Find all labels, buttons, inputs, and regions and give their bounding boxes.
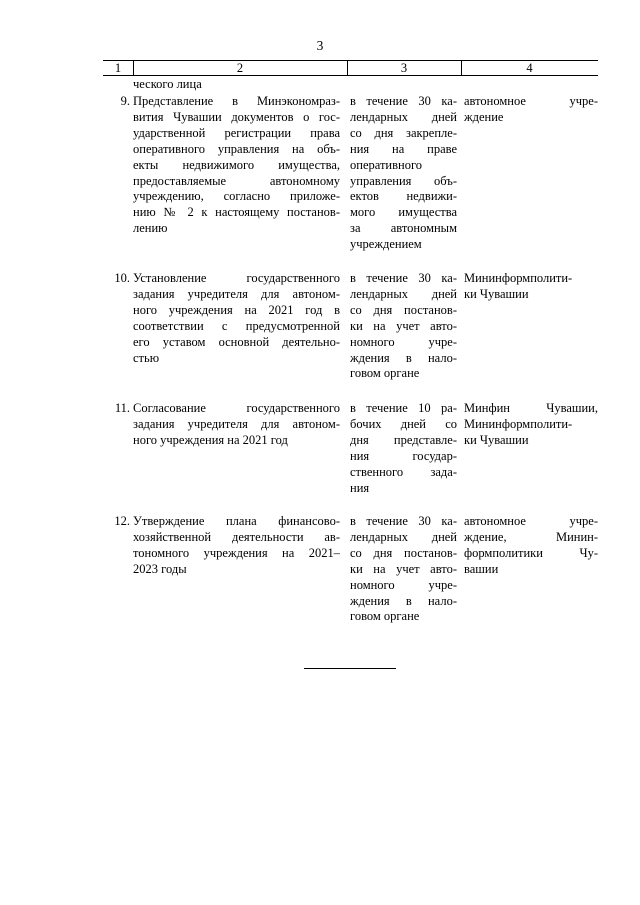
executor-cell (464, 94, 598, 126)
cell-line: формполитики Чу- (464, 545, 598, 560)
cell-line: ударственной регистрации права (133, 125, 340, 140)
term-cell (350, 401, 457, 496)
cell-line: ки Чувашии (464, 286, 529, 301)
cell-line: говом органе (350, 609, 420, 624)
cell-line: ного учреждения на 2021 год в (133, 302, 340, 317)
executor-cell (464, 401, 598, 449)
page-number: 3 (316, 38, 324, 53)
cell-line: со дня постанов- (350, 302, 457, 317)
cell-line: Мининформполити- (464, 416, 573, 431)
continuation-text: ческого лица (133, 77, 202, 91)
cell-line: автономное учре- (464, 94, 598, 108)
cell-line: ждение (464, 109, 504, 124)
cell-line: номного учре- (350, 334, 457, 349)
cell-line: Мининформполити- (464, 271, 573, 285)
cell-line: в течение 30 ка- (350, 514, 457, 528)
cell-line: ектов недвижи- (350, 189, 457, 204)
cell-line: оперативного управления на объ- (133, 141, 340, 156)
cell-line: стью (133, 350, 160, 365)
cell-line: автономное учре- (464, 514, 598, 528)
cell-line: хозяйственной деятельности ав- (133, 529, 340, 544)
cell-line: дня представле- (350, 432, 457, 447)
cell-line: ки на учет авто- (350, 318, 457, 333)
cell-line: ственного зада- (350, 464, 457, 479)
end-line (304, 668, 396, 669)
term-cell (350, 514, 457, 625)
cell-line: оперативного (350, 157, 423, 172)
cell-line: лендарных дней (350, 286, 457, 301)
cell-line: задания учредителя для автоном- (133, 416, 340, 431)
cell-line: ждения в нало- (350, 350, 457, 365)
cell-line: ного учреждения на 2021 год (133, 432, 288, 447)
row-number: 11. (114, 401, 130, 415)
cell-line: Согласование государственного (133, 401, 340, 415)
row-number: 9. (120, 94, 130, 108)
header-col-3: 3 (400, 61, 408, 75)
cell-line: со дня закрепле- (350, 125, 457, 140)
cell-line: лению (133, 221, 168, 236)
cell-line: мого имущества (350, 205, 457, 220)
executor-cell (464, 514, 598, 578)
row-number: 12. (114, 514, 130, 528)
cell-line: ждение, Минин- (464, 529, 598, 544)
cell-line: Представление в Минэкономраз- (133, 94, 340, 108)
cell-line: 2023 годы (133, 561, 187, 576)
header-col-1: 1 (114, 61, 122, 75)
term-cell (350, 94, 457, 253)
cell-line: в течение 10 ра- (350, 401, 457, 415)
cell-line: его уставом основной деятельно- (133, 334, 340, 349)
cell-line: ния на праве (350, 141, 457, 156)
cell-line: номного учре- (350, 577, 457, 592)
cell-line: управления объ- (350, 173, 457, 188)
header-col-2: 2 (236, 61, 244, 75)
cell-line: предоставляемые автономному (133, 173, 340, 188)
cell-line: ния (350, 480, 370, 495)
task-cell (133, 271, 340, 366)
cell-line: в течение 30 ка- (350, 94, 457, 108)
cell-line: лендарных дней (350, 109, 457, 124)
cell-line: лендарных дней (350, 529, 457, 544)
executor-cell (464, 271, 598, 303)
cell-line: учреждению, согласно приложе- (133, 189, 340, 204)
cell-line: ки Чувашии (464, 432, 529, 447)
cell-line: в течение 30 ка- (350, 271, 457, 285)
cell-line: ния государ- (350, 448, 457, 463)
cell-line: учреждением (350, 237, 422, 252)
cell-line: Утверждение плана финансово- (133, 514, 340, 528)
task-cell (133, 514, 340, 578)
cell-line: говом органе (350, 366, 420, 381)
cell-line: Минфин Чувашии, (464, 401, 598, 415)
cell-line: тономного учреждения на 2021– (133, 545, 340, 560)
cell-line: екты недвижимого имущества, (133, 157, 340, 172)
cell-line: бочих дней со (350, 416, 457, 431)
row-number: 10. (114, 271, 130, 285)
table-header (103, 60, 598, 76)
cell-line: вашии (464, 561, 499, 576)
cell-line: вития Чувашии документов о гос- (133, 109, 340, 124)
cell-line: соответствии с предусмотренной (133, 318, 340, 333)
cell-line: ки на учет авто- (350, 561, 457, 576)
task-cell (133, 94, 340, 237)
cell-line: Установление государственного (133, 271, 340, 285)
cell-line: задания учредителя для автоном- (133, 286, 340, 301)
cell-line: за автономным (350, 221, 457, 236)
header-col-4: 4 (526, 61, 533, 75)
term-cell (350, 271, 457, 382)
cell-line: со дня постанов- (350, 545, 457, 560)
cell-line: нию № 2 к настоящему постанов- (133, 205, 340, 220)
cell-line: ждения в нало- (350, 593, 457, 608)
task-cell (133, 401, 340, 449)
